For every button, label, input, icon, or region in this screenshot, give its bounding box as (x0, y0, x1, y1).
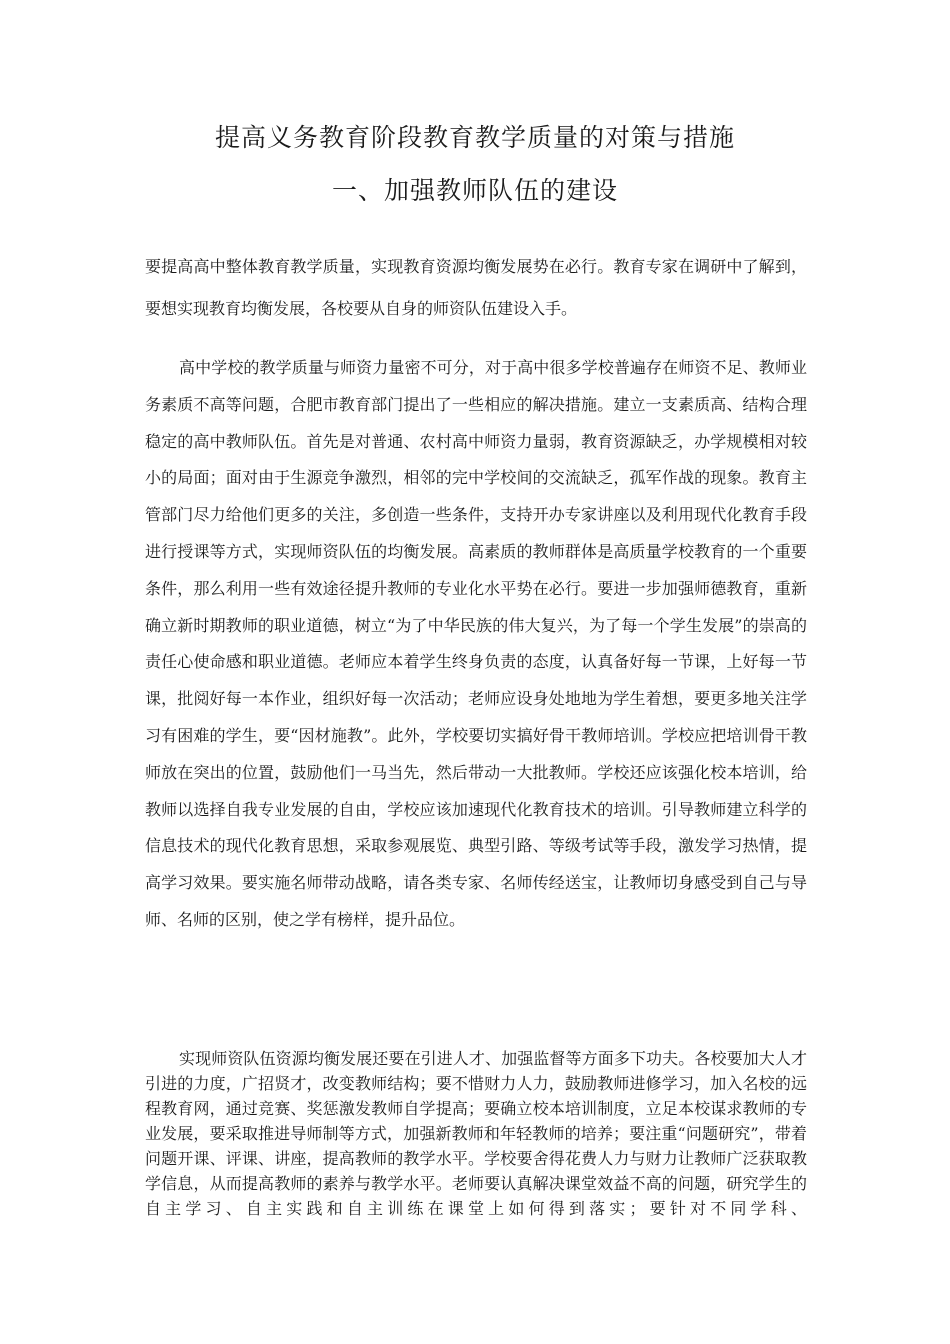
paragraph-talent-introduction: 实现师资队伍资源均衡发展还要在引进人才、加强监督等方面多下功夫。各校要加大人才引进的力度，广招贤才，改变教师结构；要不惜财力人力，鼓励教师进修学习，加入名校的远程教育网，通过竞赛、奖惩激发教师自学提高；要确立校本培训制度，立足本校谋求教师的专业发展，要采取推进导师制等方式，加强新教师和年轻教师的培养；要注重“问题研究”，带着问题开课、评课、讲座，提高教师的教学水平。学校要舍得花费人力与财力让教师广泛获取教学信息，从而提高教师的素养与教学水平。老师要认真解决课堂效益不高的问题，研究学生的自主学习、自主实践和自主训练在课堂上如何得到落实；要针对不同学科、 (145, 1049, 807, 1218)
document-title: 提高义务教育阶段教育教学质量的对策与措施 (214, 123, 735, 152)
paragraph-intro: 要提高高中整体教育教学质量，实现教育资源均衡发展势在必行。教育专家在调研中了解到，要想实现教育均衡发展，各校要从自身的师资队伍建设入手。 (145, 257, 807, 318)
paragraph-teacher-quality: 高中学校的教学质量与师资力量密不可分，对于高中很多学校普遍存在师资不足、教师业务素质不高等问题，合肥市教育部门提出了一些相应的解决措施。建立一支素质高、结构合理稳定的高中教师队伍。首先是对普通、农村高中师资力量弱，教育资源缺乏，办学规模相对较小的局面；面对由于生源竞争激烈，相邻的完中学校间的交流缺乏，孤军作战的现象。教育主管部门尽力给他们更多的关注，多创造一些条件，支持开办专家讲座以及利用现代化教育手段进行授课等方式，实现师资队伍的均衡发展。高素质的教师群体是高质量学校教育的一个重要条件，那么利用一些有效途径提升教师的专业化水平势在必行。要进一步加强师德教育，重新确立新时期教师的职业道德，树立“为了中华民族的伟大复兴，为了每一个学生发展”的崇高的责任心使命感和职业道德。老师应本着学生终身负责的态度，认真备好每一节课，上好每一节课，批阅好每一本作业，组织好每一次活动；老师应设身处地地为学生着想，要更多地关注学习有困难的学生，要“因材施教”。此外，学校要切实搞好骨干教师培训。学校应把培训骨干教师放在突出的位置，鼓励他们一马当先，然后带动一大批教师。学校还应该强化校本培训，给教师以选择自我专业发展的自由，学校应该加速现代化教育技术的培训。引导教师建立科学的信息技术的现代化教育思想，采取参观展览、典型引路、等级考试等手段，激发学习热情，提高学习效果。要实施名师带动战略，请各类专家、名师传经送宝，让教师切身感受到自己与导师、名师的区别，使之学有榜样，提升品位。 (145, 358, 807, 929)
section-heading: 一、加强教师队伍的建设 (331, 176, 618, 205)
